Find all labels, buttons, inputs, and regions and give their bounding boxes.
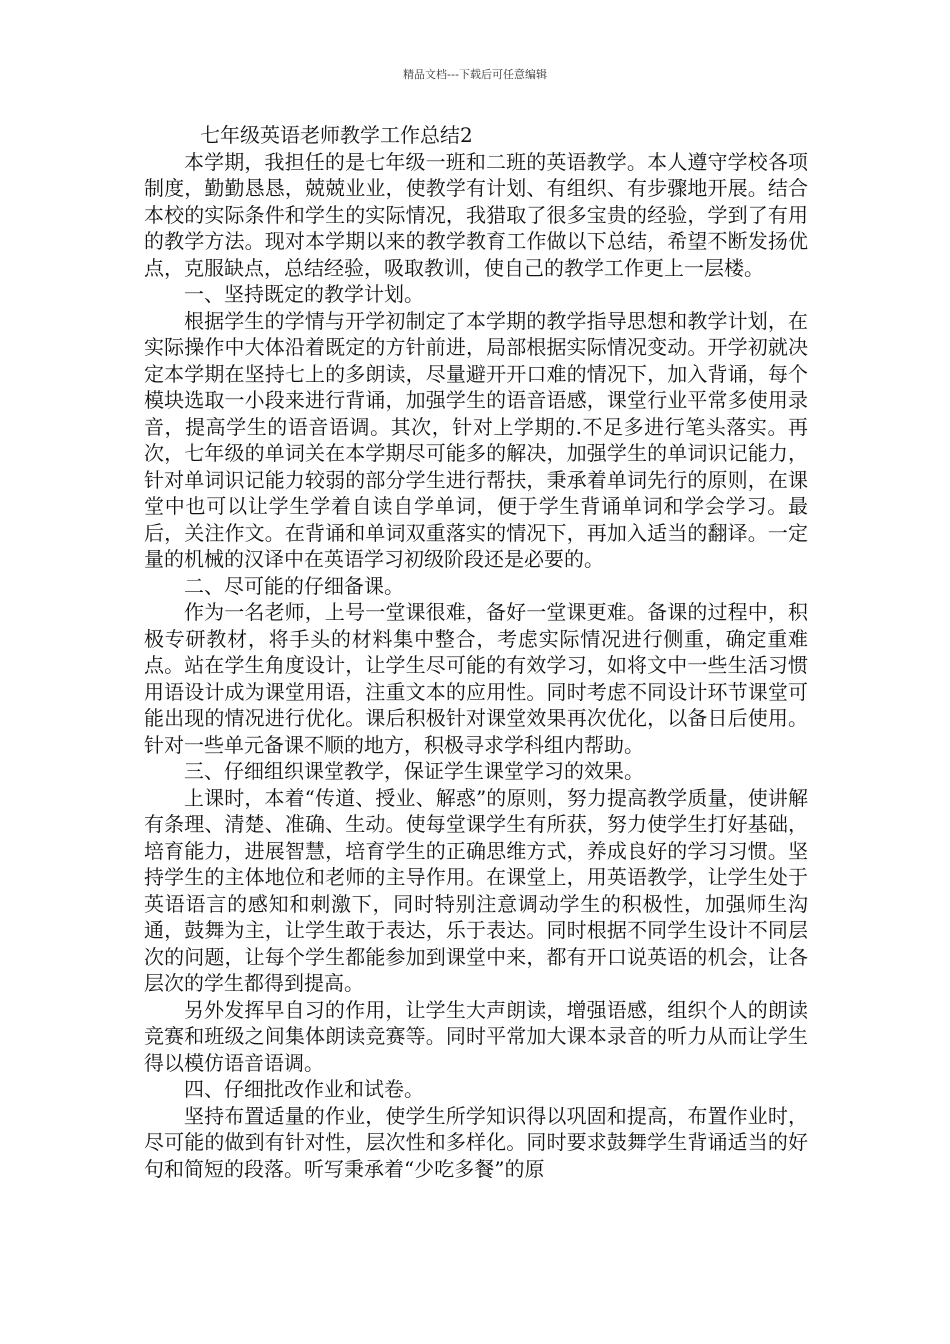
paragraph-intro: 本学期，我担任的是七年级一班和二班的英语教学。本人遵守学校各项制度，勤勤恳恳，兢兢业业，使教学有计划、有组织、有步骤地开展。结合本校的实际条件和学生的实际情况，我猎取了很多宝贵的经验，学到了有用的教学方法。现对本学期以来的教学教育工作做以下总结，希望不断发扬优点，克服缺点，总结经验，吸取教训，使自己的教学工作更上一层楼。: [144, 149, 808, 280]
paragraph-section-2: 作为一名老师，上号一堂课很难，备好一堂课更难。备课的过程中，积极专研教材，将手头的材料集中整合，考虑实际情况进行侧重，确定重难点。站在学生角度设计，让学生尽可能的有效学习，如将文中一些生活习惯用语设计成为课堂用语，注重文本的应用性。同时考虑不同设计环节课堂可能出现的情况进行优化。课后积极针对课堂效果再次优化，以备日后使用。针对一些单元备课不顺的地方，积极寻求学科组内帮助。: [144, 600, 808, 757]
section-heading-1: 一、坚持既定的教学计划。: [184, 282, 424, 306]
page-header: 精品文档---下载后可任意编辑: [403, 68, 547, 81]
paragraph-section-3b: 另外发挥早自习的作用，让学生大声朗读，增强语感，组织个人的朗读竞赛和班级之间集体朗读竞赛等。同时平常加大课本录音的听力从而让学生得以模仿语音语调。: [144, 997, 808, 1075]
section-heading-4: 四、仔细批改作业和试卷。: [184, 1077, 424, 1101]
document-body: [144, 122, 808, 1182]
section-heading-3: 三、仔细组织课堂教学，保证学生课堂学习的效果。: [184, 759, 644, 783]
document-title: 七年级英语老师教学工作总结2: [200, 123, 473, 147]
section-heading-2: 二、尽可能的仔细备课。: [184, 573, 404, 598]
paragraph-section-3a: 上课时，本着“传道、授业、解惑”的原则，努力提高教学质量，使讲解有条理、清楚、准确、生动。使每堂课学生有所获，努力使学生打好基础，培育能力，进展智慧，培育学生的正确思维方式，养成良好的学习习惯。坚持学生的主体地位和老师的主导作用。在课堂上，用英语教学，让学生处于英语语言的感知和刺激下，同时特别注意调动学生的积极性，加强师生沟通，鼓舞为主，让学生敢于表达，乐于表达。同时根据不同学生设计不同层次的问题，让每个学生都能参加到课堂中来，都有开口说英语的机会，让各层次的学生都得到提高。: [144, 785, 808, 995]
paragraph-section-4: 坚持布置适量的作业，使学生所学知识得以巩固和提高，布置作业时，尽可能的做到有针对性，层次性和多样化。同时要求鼓舞学生背诵适当的好句和简短的段落。听写秉承着“少吃多餐”的原: [144, 1103, 808, 1181]
paragraph-section-1: 根据学生的学情与开学初制定了本学期的教学指导思想和教学计划，在实际操作中大体沿着既定的方针前进，局部根据实际情况变动。开学初就决定本学期在坚持七上的多朗读，尽量避开开口难的情况下，加入背诵，每个模块选取一小段来进行背诵，加强学生的语音语感，课堂行业平常多使用录音，提高学生的语音语调。其次，针对上学期的.不足多进行笔头落实。再次，七年级的单词关在本学期尽可能多的解决，加强学生的单词识记能力，针对单词识记能力较弱的部分学生进行帮扶，秉承着单词先行的原则，在课堂中也可以让学生学着自读自学单词，便于学生背诵单词和学会学习。最后，关注作文。在背诵和单词双重落实的情况下，再加入适当的翻译。一定量的机械的汉译中在英语学习初级阶段还是必要的。: [144, 308, 808, 571]
